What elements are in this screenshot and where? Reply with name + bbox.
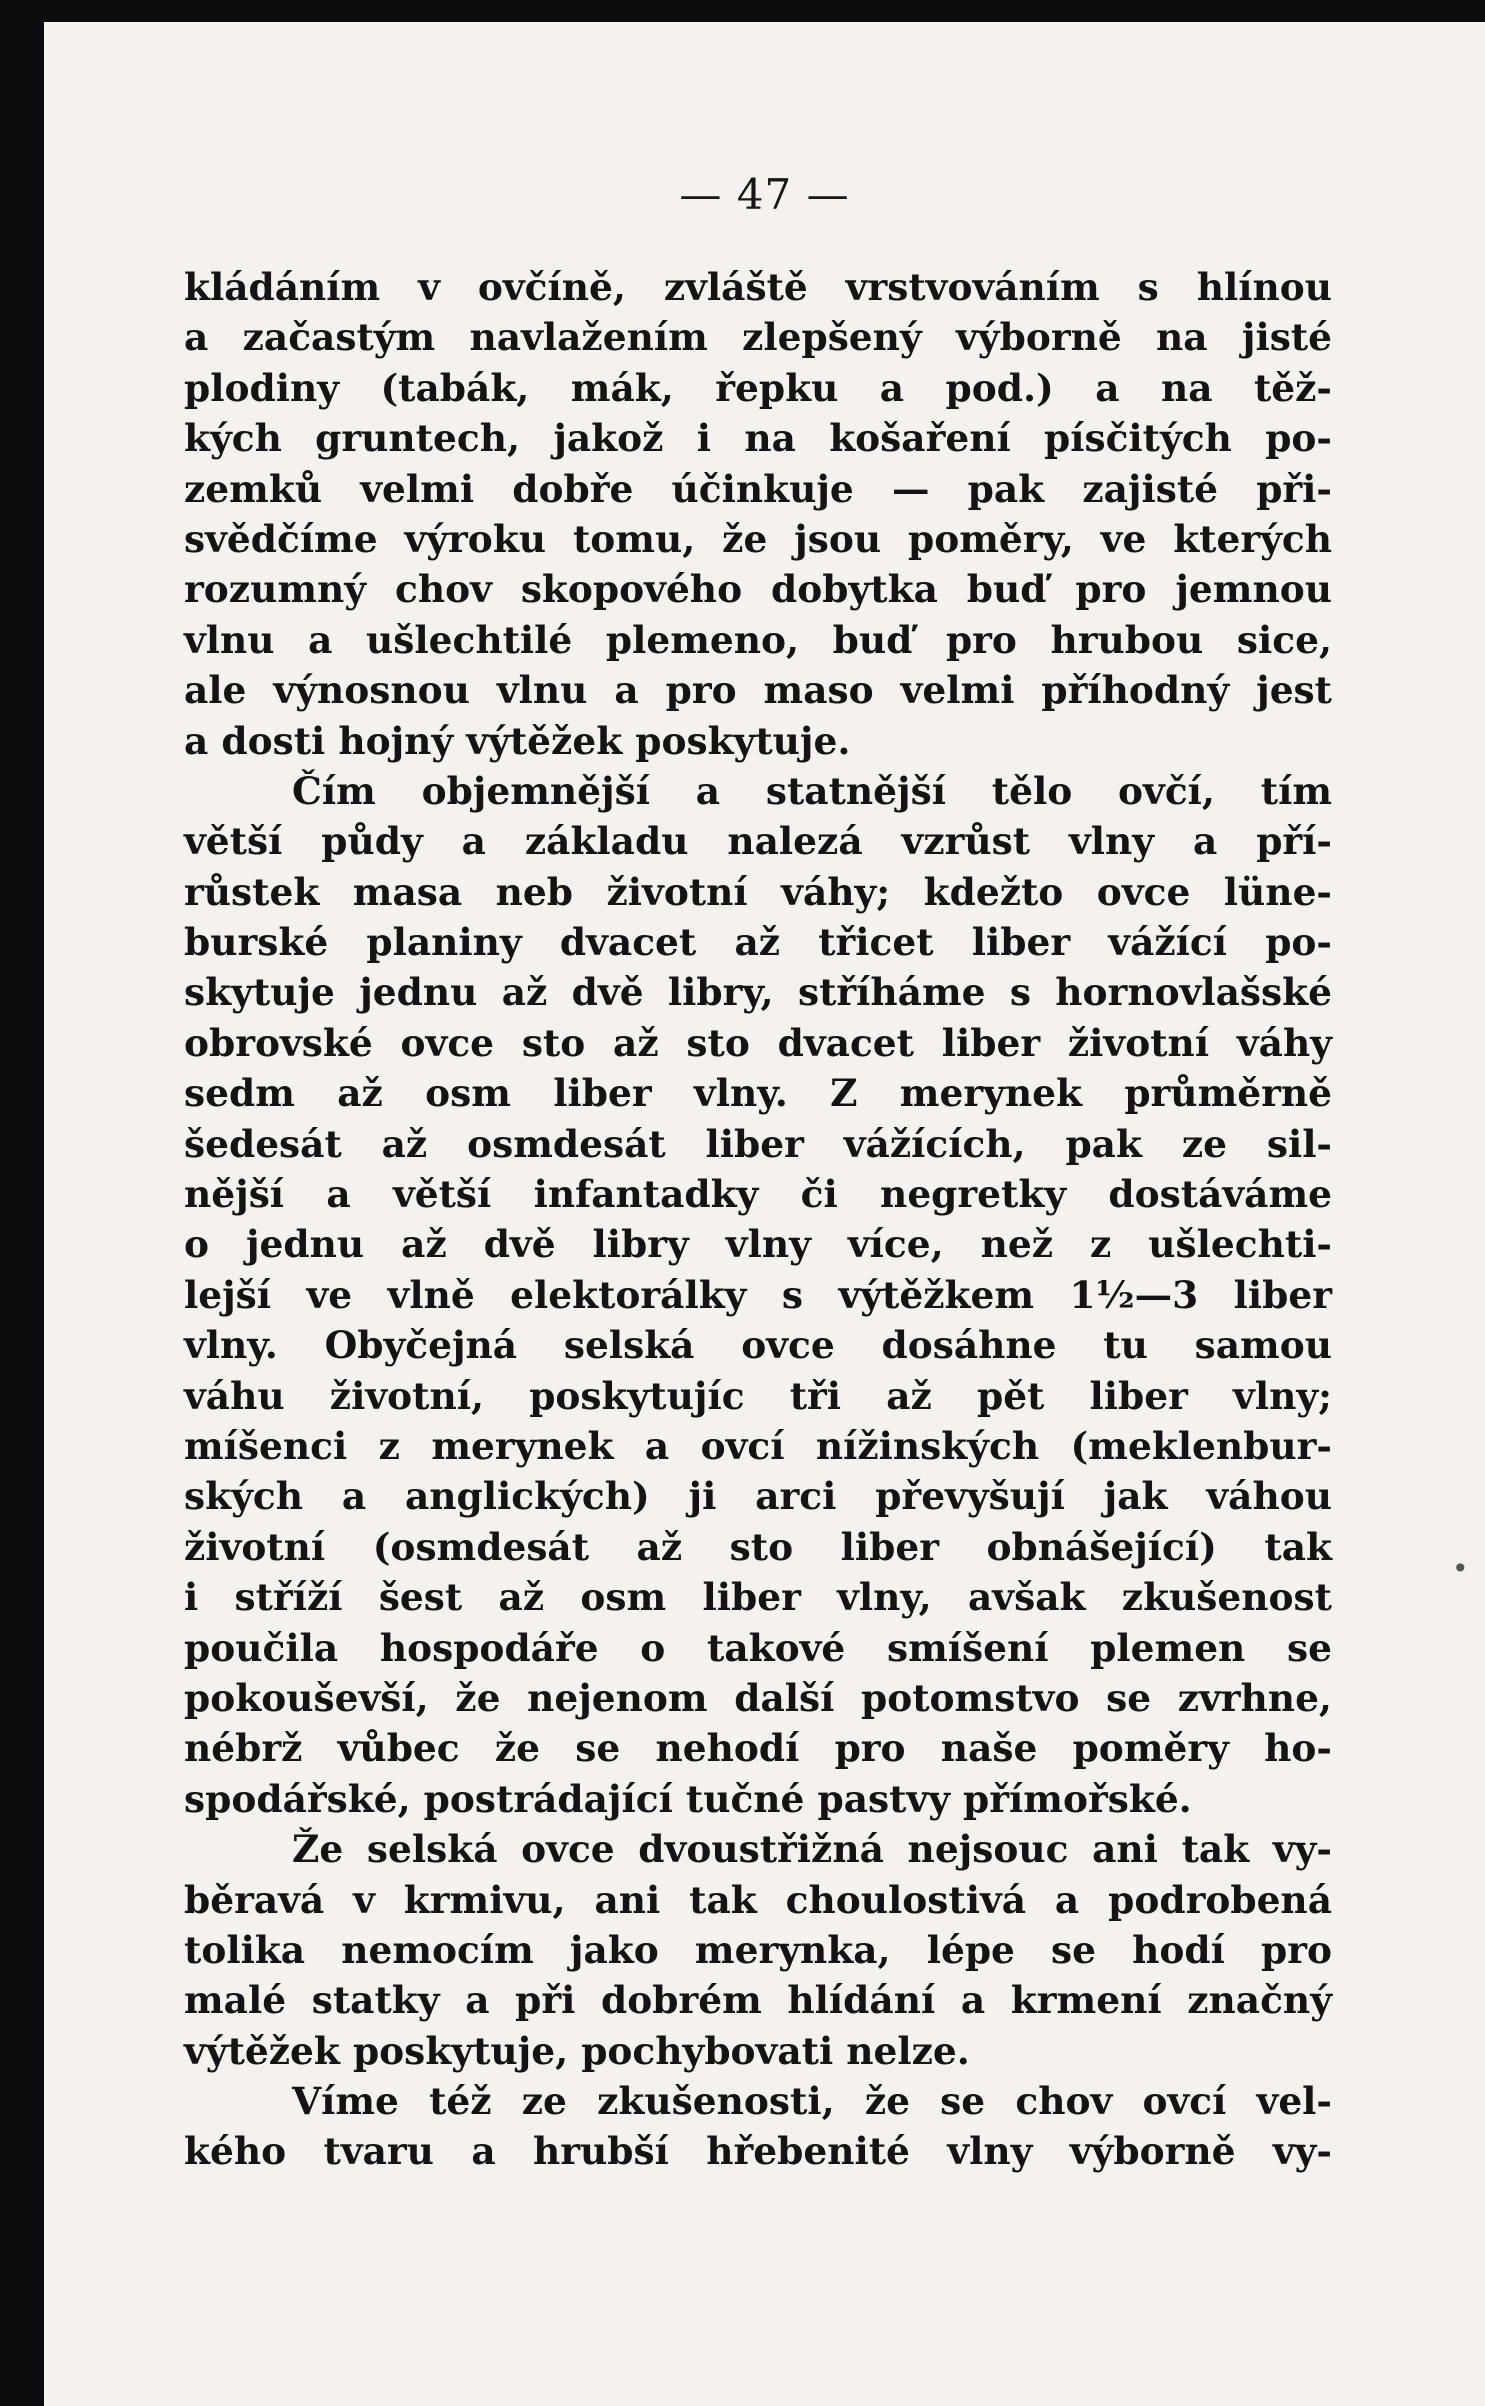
text-line: vlnu a ušlechtilé plemeno, buď pro hrubou sice, xyxy=(184,617,1332,662)
text-line: růstek masa neb životní váhy; kdežto ovce lüne- xyxy=(184,869,1332,914)
text-line: i stříží šest až osm liber vlny, avšak zkušenost xyxy=(184,1575,1332,1620)
page-number: — 47 — xyxy=(679,170,850,219)
text-line: kého tvaru a hrubší hřebenité vlny výborně vy- xyxy=(184,2129,1332,2174)
text-line: Že selská ovce dvoustřižná nejsouc ani tak vy- xyxy=(292,1827,1332,1872)
text-line: výtěžek poskytuje, pochybovati nelze. xyxy=(184,2028,970,2073)
text-line: běravá v krmivu, ani tak choulostivá a podrobená xyxy=(184,1877,1332,1922)
text-line: nébrž vůbec že se nehodí pro naše poměry ho- xyxy=(184,1726,1332,1771)
text-line: lejší ve vlně elektorálky s výtěžkem 1½—3 liber xyxy=(184,1272,1332,1317)
text-line: poučila hospodáře o takové smíšení plemen se xyxy=(184,1625,1332,1670)
text-line: burské planiny dvacet až třicet liber vážící po- xyxy=(184,920,1332,965)
text-line: a dosti hojný výtěžek poskytuje. xyxy=(184,718,851,763)
text-line: míšenci z merynek a ovcí nížinských (meklenbur- xyxy=(184,1423,1332,1468)
text-line: o jednu až dvě libry vlny více, než z ušlechti- xyxy=(184,1222,1332,1267)
text-line: ských a anglických) ji arci převyšují jak váhou xyxy=(184,1474,1332,1519)
text-line: kých gruntech, jakož i na košaření písčitých po- xyxy=(184,416,1332,461)
text-line: Víme též ze zkušenosti, že se chov ovcí vel- xyxy=(292,2079,1332,2124)
book-page xyxy=(44,22,1485,2406)
text-line: plodiny (tabák, mák, řepku a pod.) a na těž- xyxy=(184,365,1332,410)
text-line: nější a větší infantadky či negretky dostáváme xyxy=(184,1172,1332,1217)
text-line: a začastým navlažením zlepšený výborně na jisté xyxy=(184,315,1332,360)
text-line: kládáním v ovčíně, zvláště vrstvováním s hlínou xyxy=(184,265,1332,309)
text-line: pokouševší, že nejenom další potomstvo se zvrhne, xyxy=(184,1675,1332,1720)
text-line: životní (osmdesát až sto liber obnášející) tak xyxy=(184,1524,1332,1569)
text-line: ale výnosnou vlnu a pro maso velmi příhodný jest xyxy=(184,668,1332,713)
text-line: spodářské, postrádající tučné pastvy přímořské. xyxy=(184,1776,1192,1821)
text-line: obrovské ovce sto až sto dvacet liber životní váhy xyxy=(184,1020,1332,1065)
text-line: váhu životní, poskytujíc tři až pět liber vlny; xyxy=(184,1373,1332,1418)
text-line: skytuje jednu až dvě libry, stříháme s hornovlašské xyxy=(184,970,1332,1015)
text-line: šedesát až osmdesát liber vážících, pak ze sil- xyxy=(184,1121,1332,1166)
text-line: malé statky a při dobrém hlídání a krmení značný xyxy=(184,1978,1332,2023)
body-text xyxy=(184,262,1332,2177)
text-line: rozumný chov skopového dobytka buď pro jemnou xyxy=(184,567,1332,612)
text-line: zemků velmi dobře účinkuje — pak zajisté při- xyxy=(184,466,1332,511)
text-line: větší půdy a základu nalezá vzrůst vlny a pří- xyxy=(184,819,1332,864)
text-line: Čím objemnější a statnější tělo ovčí, tím xyxy=(292,768,1332,813)
text-line: vlny. Obyčejná selská ovce dosáhne tu samou xyxy=(184,1323,1332,1368)
text-line: tolika nemocím jako merynka, lépe se hodí pro xyxy=(184,1927,1332,1972)
text-line: svědčíme výroku tomu, že jsou poměry, ve kterých xyxy=(184,516,1332,561)
margin-speck: • xyxy=(1452,1552,1469,1585)
text-line: sedm až osm liber vlny. Z merynek průměrně xyxy=(184,1071,1332,1116)
